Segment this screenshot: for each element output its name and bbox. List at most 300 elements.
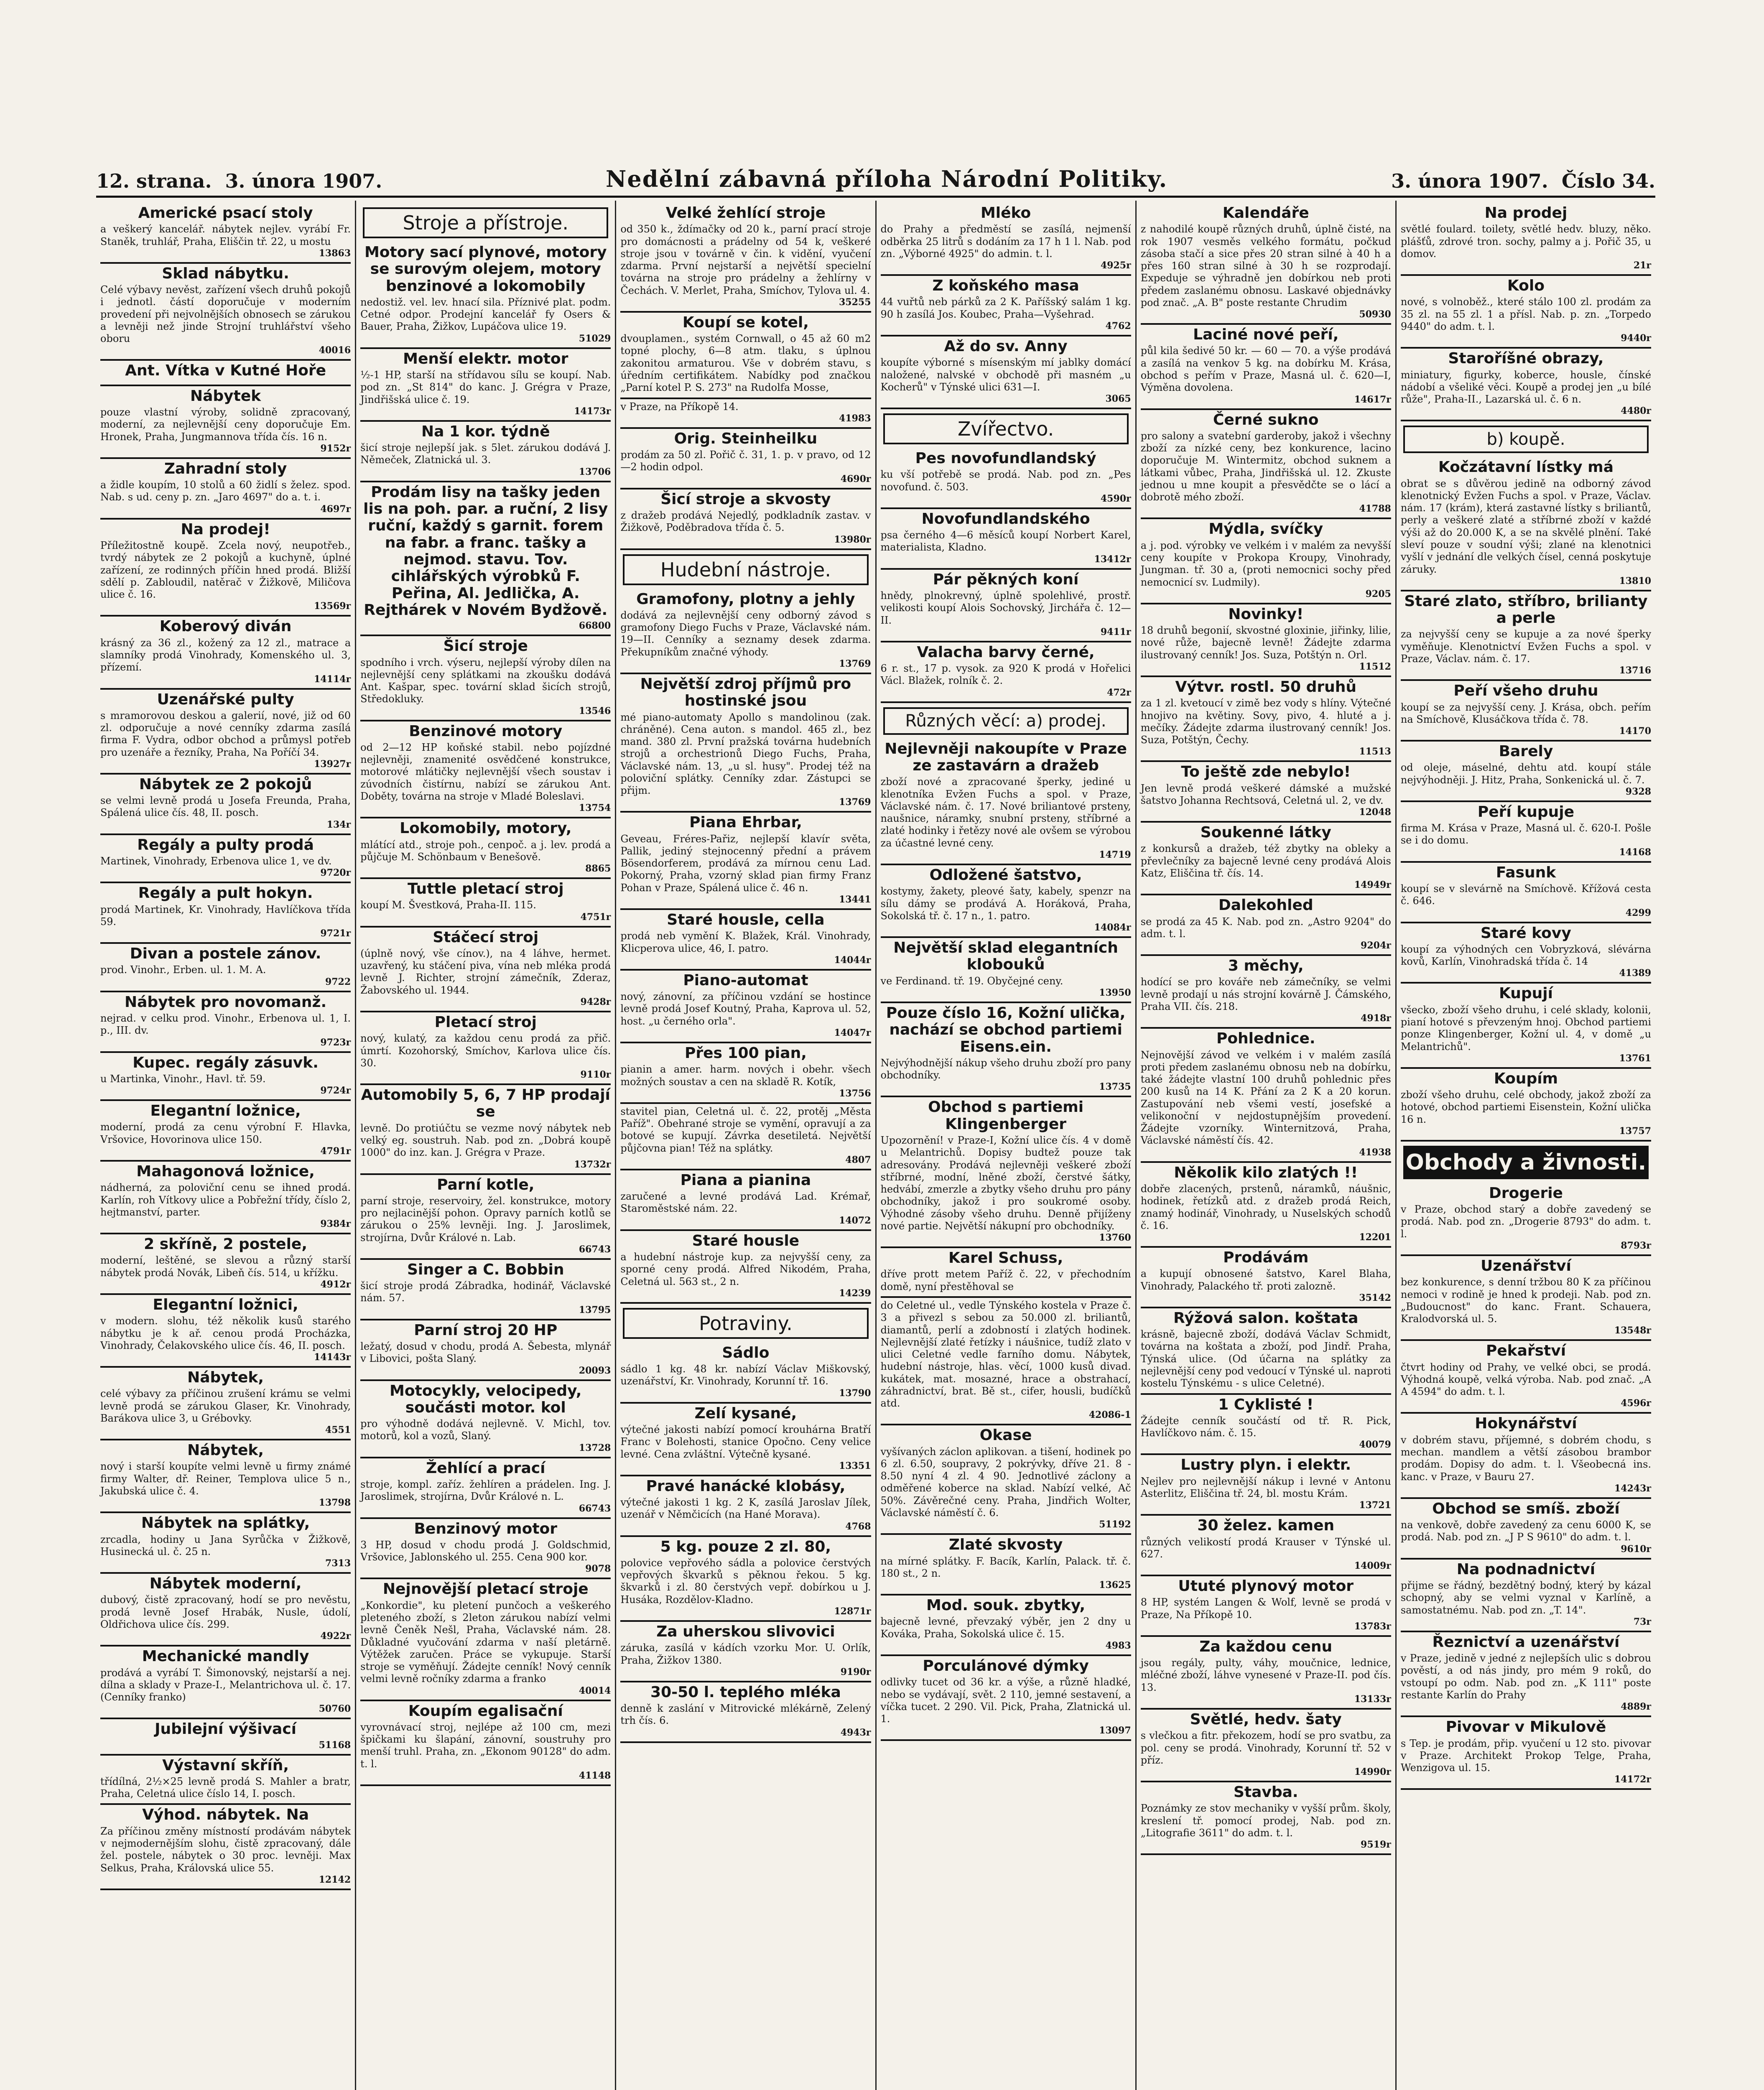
classified-ad	[881, 739, 1131, 865]
ad-text: mlátící atd., stroje poh., cenpoč. a j. lev. prodá a půjčuje M. Schönbaum v Benešově.	[360, 839, 611, 863]
ad-code: 12048	[1359, 807, 1391, 818]
ad-code: 50930	[1359, 309, 1391, 320]
ad-headline: Americké psací stoly	[138, 204, 313, 222]
ad-headline: Dalekohled	[1218, 897, 1313, 914]
ad-headline: Motocykly, velocipedy, součásti motor. kol	[390, 1382, 582, 1416]
column-5	[1135, 201, 1395, 2090]
ad-code: 13412r	[1094, 553, 1131, 565]
ad-headline: Nábytek ze 2 pokojů	[139, 775, 312, 793]
ad-code: 13569r	[314, 601, 351, 612]
ad-code: 40014	[579, 1685, 611, 1696]
ad-headline: Několik kilo zlatých !!	[1174, 1164, 1358, 1181]
ad-headline: 30-50 l. teplého mléka	[650, 1683, 841, 1701]
ad-code: 14949r	[1354, 879, 1391, 891]
classified-ad	[100, 883, 351, 944]
ad-code: 4912r	[320, 1279, 351, 1290]
ad-code: 51029	[579, 333, 611, 344]
classified-ad	[100, 459, 351, 520]
ad-headline: Gramofony, plotny a jehly	[636, 590, 855, 608]
classified-ad	[620, 813, 871, 910]
ad-text: od oleje, máselné, dehtu atd. koupí stále nejvýhodněji. J. Hitz, Praha, Sonkenická ul. č. 7.	[1400, 762, 1652, 786]
ad-headline: Mahagonová ložnice,	[136, 1162, 315, 1180]
classified-ad	[620, 1537, 871, 1622]
classified-ad	[881, 570, 1131, 642]
ad-code: 9610r	[1621, 1543, 1652, 1555]
header-date-left: 3. února 1907.	[225, 170, 382, 192]
ad-text: pro výhodně dodává nejlevně. V. Michl, tov. motorů, kol a vozů, Slaný.	[360, 1418, 611, 1442]
header-rule	[96, 196, 1655, 198]
classified-ad	[360, 1579, 611, 1701]
classified-ad	[881, 1425, 1131, 1535]
ad-text: Jen levně prodá veškeré dámské a mužské šatstvo Johanna Rechtsová, Celetná ul. 2, ve dv.	[1140, 782, 1391, 806]
ad-code: 13760	[1099, 1232, 1131, 1244]
ad-text: dříve prott metem Paříž č. 22, v přechodním domě, nyní přestěhoval se	[880, 1268, 1131, 1292]
ad-code: 9328	[1625, 786, 1652, 797]
ad-code: 13706	[579, 466, 611, 477]
ad-headline: Nábytek na splátky,	[141, 1514, 310, 1532]
ad-code: 9384r	[320, 1218, 351, 1230]
classified-ad	[360, 349, 611, 422]
ad-code: 41938	[1359, 1147, 1391, 1158]
classified-ad	[620, 1104, 871, 1170]
ad-text: výtečné jakosti nabízí pomocí krouhárna Bratří Franc v Bolehosti, stanice Opočno. Ceny velice levné. Cena zvláštní. Výtečně kysané.	[620, 1423, 871, 1460]
ad-text: psa černého 4—6 měsíců koupí Norbert Karel, materialista, Kladno.	[880, 529, 1131, 553]
ad-code: 35255	[839, 296, 871, 308]
ad-text: v modern. slohu, též několik kusů starého nábytku je k ař. cenou prodá Procházka, Vinohrady, Čelakovského ulice čís. 46, II. posch.	[100, 1315, 351, 1351]
ad-text: nový, zánovní, za příčinou vzdání se hostince levně prodá Josef Koutný, Praha, Kaprova ul. 52, host. „u černého orla".	[620, 991, 871, 1027]
classified-ad	[620, 1404, 871, 1476]
ad-text: bajecně levné, převzaký výběr, jen 2 dny u Kováka, Praha, Sokolská ulice č. 15.	[880, 1616, 1131, 1640]
ad-headline: Uzenářství	[1481, 1257, 1571, 1274]
classified-ad	[100, 992, 351, 1053]
ad-text: 44 vuřtů neb párků za 2 K. Paříšský salám 1 kg. 90 h zasílá Jos. Koubec, Praha—Vyšehrad.	[880, 296, 1131, 320]
ad-headline: Singer a C. Bobbin	[407, 1261, 564, 1278]
ad-text: s Tep. je prodám, přip. vyučení u 12 sto. pivovar v Praze. Architekt Prokop Telge, Praha, Wenzigova ul. 15.	[1400, 1737, 1652, 1774]
ad-code: 12142	[319, 1874, 351, 1885]
classified-ad	[881, 336, 1131, 409]
ad-code: 66800	[579, 620, 611, 632]
ad-text: koupí se v slevárně na Smíchově. Křížová cesta č. 646.	[1400, 883, 1652, 907]
classified-ad	[1141, 1710, 1391, 1782]
classified-ad	[1401, 1256, 1651, 1341]
classified-ad	[620, 489, 871, 550]
ad-text: za 1 zl. kvetoucí v zimě bez vody s hlíny. Výtečné hnojivo na květiny. Sovy, pivo, 4. hluté a j. mečíky. Žádejte zdarma ilustrovaný cenník! Jos. Suza, Potštýn, Čechy.	[1140, 697, 1391, 746]
ad-text: sádlo 1 kg. 48 kr. nabízí Václav Miškovský, uzenářství, Kr. Vinohrady, Korunní tř. 16.	[620, 1363, 871, 1387]
ad-code: 41788	[1359, 503, 1391, 515]
ad-text: ve Ferdinand. tř. 19. Obyčejné ceny.	[880, 975, 1063, 987]
ad-headline: Motory sací plynové, motory se surovým olejem, motory benzinové a lokomobily	[364, 244, 607, 295]
classified-ad	[620, 1476, 871, 1537]
ad-headline: Drogerie	[1489, 1184, 1563, 1202]
ad-headline: Hokynářství	[1475, 1415, 1577, 1432]
ad-code: 9721r	[320, 928, 351, 939]
section-heading: Stroje a přístroje.	[363, 207, 608, 238]
ad-text: Žádejte cenník součástí od tř. R. Pick, Havlíčkovo nám. č. 15.	[1140, 1415, 1391, 1439]
ad-text: čtvrt hodiny od Prahy, ve velké obci, se prodá. Výhodná koupě, velká výroba. Nab. pod znač. „A A 4594" do adm. t. l.	[1400, 1361, 1652, 1398]
section-heading: Potraviny.	[623, 1308, 868, 1339]
ad-text: firma M. Krása v Praze, Masná ul. č. 620-I. Pošle se i do domu.	[1400, 822, 1652, 846]
classified-ad	[360, 1701, 611, 1786]
ad-code: 3065	[1105, 393, 1131, 405]
classified-ad	[360, 422, 611, 482]
ad-headline: 1 Cyklisté !	[1218, 1396, 1314, 1413]
classified-ad	[1141, 677, 1391, 762]
classified-ad	[620, 313, 871, 399]
classified-ad	[881, 1596, 1131, 1656]
column-6	[1395, 201, 1655, 2090]
ad-code: 4768	[845, 1521, 871, 1532]
ad-text: obrat se s důvěrou jedině na odborný závod klenotnický Evžen Fuchs a spol. v Praze, Václav. nám. 17 (krám), která zastavné lístky s briliantů, perly a veškeré zlaté a stříbrné zboží v každé výši až do 20.000 K, a se na skvělé plnění. Také sleví pouze v soudní výši; zlané na klenotnici vyšlí v jednání dle velkých čísel, cenná poskytuje záruky.	[1400, 477, 1652, 575]
ad-text: zaručené a levné prodává Lad. Krémař, Staroměstské nám. 22.	[620, 1190, 871, 1215]
classified-ad	[100, 264, 351, 361]
classified-ad	[1141, 1029, 1391, 1162]
classified-ad	[1401, 203, 1651, 276]
ad-text: nádherná, za poloviční cenu se ihned prodá. Karlín, roh Vítkovy ulice a Pobřežní třídy, číslo 2, hejtmanství, parter.	[100, 1182, 351, 1218]
ad-code: 4751r	[580, 911, 611, 923]
classified-ad	[1401, 984, 1651, 1068]
ad-text: se velmi levně prodá u Josefa Freunda, Praha, Spálená ulice čís. 48, II. posch.	[100, 795, 351, 819]
classified-ad	[1141, 1576, 1391, 1637]
ad-code: 4590r	[1100, 493, 1131, 504]
classified-ad	[1401, 742, 1651, 802]
ad-headline: Novofundlandského	[921, 510, 1090, 528]
ad-code: 13757	[1619, 1125, 1652, 1137]
ad-code: 14172r	[1614, 1774, 1652, 1785]
ad-text: moderní, leštěné, se slevou a různý starší nábytek prodá Novák, Libeň čís. 514, u křížku.	[100, 1254, 351, 1279]
classified-ad	[100, 1574, 351, 1647]
ad-text: Geveau, Fréres-Pařiz, nejlepší klavír světa, Pallik, jediný stejnocenný přední a právem Bösendorferem, prodává za mírnou cenu Lad. Pokorný, Praha, vzorný sklad pian firmy Franz Pohan v Praze, Spálená ulice č. 46 n.	[620, 833, 871, 894]
ad-headline: Benzinové motory	[409, 722, 563, 740]
ad-text: prodám za 50 zl. Pořič č. 31, 1. p. v pravo, od 12—2 hodin odpol.	[620, 449, 871, 473]
ad-headline: Koupím egalisační	[408, 1702, 563, 1720]
ad-code: 14617r	[1354, 394, 1391, 405]
ad-code: 13728	[579, 1442, 611, 1453]
ad-code: 4889r	[1621, 1701, 1652, 1713]
classified-ad	[1401, 1560, 1651, 1632]
ad-code: 9428r	[580, 997, 611, 1007]
header-right	[1391, 170, 1655, 192]
ad-headline: Regály a pulty prodá	[137, 836, 314, 854]
ad-headline: Nejlevněji nakoupíte v Praze ze zastavárn a dražeb	[885, 740, 1127, 775]
ad-code: 4690r	[840, 473, 871, 484]
ad-text: kostymy, žakety, pleové šaty, kabely, spenzr na sílu dámy se prodává A. Horáková, Praha, Sokolská tř. č. 17 n., 1. patro.	[880, 885, 1131, 922]
ad-text: prodá neb vymění K. Blažek, Král. Vinohrady, Klicperova ulice, 46, I. patro.	[620, 930, 871, 954]
ad-code: 11513	[1359, 746, 1391, 757]
classified-ad	[1141, 519, 1391, 604]
classified-ad	[881, 642, 1131, 703]
ad-headline: Velké žehlící stroje	[665, 204, 826, 222]
page-number: 12. strana.	[96, 170, 212, 192]
classified-ad	[620, 1043, 871, 1104]
ad-headline: Staroříšné obrazy,	[1448, 350, 1604, 367]
ad-text: nový, kulatý, za každou cenu prodá za přič. úmrtí. Kozohorský, Smíchov, Karlova ulice čís. 30.	[360, 1032, 611, 1069]
ad-text: a veškerý kancelář. nábytek nejlev. vyrábí Fr. Staněk, truhlář, Praha, Eliščin tř. 22, u mostu	[100, 223, 351, 247]
ad-code: 13798	[319, 1497, 351, 1509]
ad-text: jsou regály, pulty, váhy, moučnice, lednice, mléčné zboží, láhve vynesené v Praze-II. pod čís. 13.	[1140, 1657, 1391, 1693]
ad-headline: Peří všeho druhu	[1453, 682, 1598, 700]
ad-code: 13625	[1099, 1580, 1131, 1591]
classified-ad	[100, 520, 351, 617]
ad-headline: Obchod se smíš. zboží	[1432, 1500, 1620, 1517]
ad-code: 9110r	[580, 1069, 611, 1081]
classified-ad	[1141, 895, 1391, 956]
classified-ad	[1401, 591, 1651, 681]
ad-text: 6 r. st., 17 p. vysok. za 920 K prodá v Hořelici Václ. Blažek, rolník č. 2.	[880, 663, 1131, 687]
ad-code: 51168	[319, 1739, 351, 1751]
ad-text: (úplně nový, vše cínov.), na 4 láhve, hermet. uzavřený, ku stáčení piva, vína neb mléka prodá levně J. Richter, strojní zámečník, Zderaz, Žabovského ul. 1944.	[360, 947, 611, 996]
ad-headline: 2 skříně, 2 postele,	[144, 1236, 308, 1253]
classified-ad	[881, 1097, 1131, 1248]
ad-text: 18 druhů begonií, skvostné gloxinie, jiřinky, lilie, nové růže, bajecně levně! Žádejte zdarma ilustrovaný cenník! Jos. Suza, Potštýn n. Orl.	[1140, 624, 1391, 661]
ad-code: 4480r	[1621, 405, 1652, 417]
ad-code: 9722	[325, 976, 351, 987]
ad-headline: Staré kovy	[1481, 924, 1571, 942]
ad-code: 13133r	[1354, 1694, 1391, 1705]
ad-text: parní stroje, reservoiry, žel. konstrukce, motory pro nejlacinější pohon. Opravy parních kotlů se zárukou o 25% levněji. Ing. J. Jaroslimek, strojírna, Dvůr Králové n. Lab.	[360, 1195, 611, 1244]
ad-code: 4299	[1625, 907, 1652, 918]
classified-ad	[1141, 1637, 1391, 1710]
classified-ad	[620, 589, 871, 674]
classified-ad	[881, 1003, 1131, 1097]
classified-ad	[881, 203, 1131, 276]
classified-ad	[100, 1647, 351, 1719]
ad-code: 8865	[585, 863, 611, 874]
ad-text: nový i starší koupíte velmi levně u firmy známé firmy Walter, dř. Reiner, Templova ulice 5 n., Jakubská ulice č. 4.	[100, 1460, 351, 1497]
ad-text: polovice vepřového sádla a polovice čerstvých vepřových škvarků s pěknou řekou. 5 kg. škvarků i zl. 80 čerstvých vepř. dobírkou u J. Husáka, Rozdělov-Kladno.	[620, 1557, 871, 1606]
ad-headline: Porculánové dýmky	[923, 1657, 1089, 1675]
ad-code: 9723r	[320, 1037, 351, 1048]
classified-ad	[100, 617, 351, 689]
classified-ad	[881, 1248, 1131, 1298]
ad-headline: Mýdla, svíčky	[1208, 520, 1323, 538]
ad-headline: Valacha barvy černé,	[917, 643, 1095, 661]
ad-text: Nejlev pro nejlevnější nákup i levné v Antonu Asterlitz, Eliščina tř. 24, bl. mostu Krám.	[1140, 1475, 1391, 1499]
classified-ad	[1401, 1632, 1651, 1717]
ad-headline: Výstavní skříň,	[162, 1756, 289, 1774]
classified-ad	[1401, 1183, 1651, 1256]
ad-text: „Konkordie", ku pletení punčoch a veškerého pleteného zboží, s 2leton zárukou nabízí velmi levně Čeněk Nešl, Praha, Václavské nám. 28. Důkladné vyučování zdarma v naší pletárně. Výtěžek zaručen. Práce se vykupuje. Starší stroje se vyměňují. Žádejte cenník! Nový cenník velmi levně ročníky zdarma a franko	[360, 1599, 611, 1685]
ad-text: v Praze, jedině v jedné z nejlepších ulic s dobrou pověstí, a od nás jindy, pro mém 9 roků, do vstoupí po odm. Nab. pod zn. „K 111" poste restante Karlín do Prahy	[1400, 1652, 1652, 1701]
classified-ad	[1401, 1717, 1651, 1790]
classified-ad	[881, 865, 1131, 938]
ad-code: 14719	[1099, 849, 1131, 860]
ad-text: z dražeb prodává Nejedlý, podkladník zastav. v Žižkově, Poděbradova třída č. 5.	[620, 509, 871, 534]
ad-text: ku vší potřebě se prodá. Nab. pod zn. „Pes novofund. č. 503.	[880, 469, 1131, 493]
ad-text: z konkursů a dražeb, též zbytky na obleky a převlečníky za bajecně levné ceny prodává Alois Katz, Eliščina tř. čís. 14.	[1140, 843, 1391, 879]
ad-text: v Praze, obchod starý a dobře zavedený se prodá. Nab. pod zn. „Drogerie 8793" do adm. t. l.	[1400, 1203, 1652, 1240]
classified-ad	[620, 429, 871, 489]
ad-headline: Karel Schuss,	[948, 1249, 1063, 1267]
classified-ad	[360, 1381, 611, 1458]
classified-ad	[360, 482, 611, 637]
ad-headline: Laciné nové peří,	[1193, 326, 1339, 344]
ad-text: šicí stroje nejlepší jak. s 5let. zárukou dodává J. Němeček, Zlatnická ul. 3.	[360, 442, 611, 466]
ad-code: 4551	[325, 1425, 351, 1436]
ad-text: půl kila šedivé 50 kr. — 60 — 70. a výše prodává a zasílá na venkov 5 kg. na dobírku M. Krása, obchod s peřím v Praze, Masná ul. č. 620—I, Výměna dovolena.	[1140, 345, 1391, 394]
ad-text: pro salony a svatební garderoby, jakož i všechny zboží za nízké ceny, bez konkurence, lacino doporučuje M. Wintermitz, obchod suknem a látkami vůbec, Praha, Jindřišská ul. 12. Zkuste jednou u mne koupit a přesvědčte se o lácí a dobrotě mého zboží.	[1140, 430, 1391, 503]
ad-headline: Nábytek moderní,	[149, 1575, 302, 1593]
ad-headline: Lokomobily, motory,	[400, 820, 572, 837]
ad-code: 66743	[579, 1503, 611, 1514]
classified-ad	[360, 1519, 611, 1580]
ad-code: 14044r	[834, 954, 871, 966]
ad-code: 13950	[1099, 987, 1131, 998]
ad-headline: Orig. Steinheilku	[674, 430, 818, 447]
ad-code: 73r	[1633, 1616, 1652, 1627]
ad-code: 51192	[1099, 1519, 1131, 1530]
ad-code: 4925r	[1100, 260, 1131, 271]
classified-ad	[100, 386, 351, 459]
ad-text: Poznámky ze stov mechaniky v vyšší prům. školy, kreslení tř. pomocí prodej, Nab. pod zn. „Litografie 3611" do adm. t. l.	[1140, 1802, 1391, 1839]
ad-code: 9078	[585, 1563, 611, 1575]
ad-headline: Rýžová salon. koštata	[1173, 1309, 1359, 1327]
classified-ad	[360, 242, 611, 349]
ad-headline: Mod. souk. zbytky,	[926, 1597, 1086, 1614]
classified-ad	[100, 1162, 351, 1234]
classified-ad	[1401, 276, 1651, 349]
ad-headline: Sádlo	[722, 1344, 770, 1361]
classified-ad	[1401, 1414, 1651, 1499]
ad-text: stavitel pian, Celetná ul. č. 22, protěj „Města Paříž". Obehrané stroje se vymění, opravují a za botové se kupují. Závrka desetiletá. Největší půjčovna pian! Též na splátky.	[620, 1105, 871, 1154]
ad-text: koupí se za nejvyšší ceny. J. Krása, obch. peřím na Smíchově, Klusáčkova třída č. 78.	[1400, 701, 1652, 725]
ad-headline: Mechanické mandly	[142, 1648, 309, 1665]
classified-ad	[1401, 1341, 1651, 1414]
section-heading: Obchody a živnosti.	[1403, 1146, 1649, 1179]
ad-text: nejrad. v celku prod. Vinohr., Erbenova ul. 1, I. p., III. dv.	[100, 1012, 351, 1037]
ad-text: u Martinka, Vinohr., Havl. tř. 59.	[100, 1073, 266, 1085]
ad-headline: Nábytek,	[187, 1369, 264, 1387]
ad-text: záruka, zasílá v kádích vzorku Mor. U. Orlík, Praha, Žižkov 1380.	[620, 1642, 871, 1666]
publication-title: Nedělní zábavná příloha Národní Politiky.	[606, 166, 1168, 192]
classified-ad	[360, 928, 611, 1012]
ad-headline: Nejnovější pletací stroje	[382, 1580, 589, 1598]
classified-ad	[1141, 1455, 1391, 1516]
ad-code: 11512	[1359, 661, 1391, 672]
ad-text: dvouplamen., systém Cornwall, o 45 až 60 m2 topné plochy, 6—8 atm. tlaku, s úplnou zakonitou armaturou. Vše v dobrém stavu, s úředním certifikátem. Nabídky pod značkou „Parní kotel P. S. 273" na Rudolfa Mosse,	[620, 333, 871, 394]
ad-headline: Regály a pult hokyn.	[138, 884, 313, 902]
ad-code: 9204r	[1361, 940, 1391, 951]
ad-text: denně k zaslání v Mitrovické mlékárně, Zelený trh čís. 6.	[620, 1703, 871, 1727]
classified-ad	[100, 1101, 351, 1162]
ad-text: prodá Martinek, Kr. Vinohrady, Havlíčkova třída 59.	[100, 903, 351, 928]
ad-headline: Na prodej	[1484, 204, 1568, 222]
classified-ad	[100, 361, 351, 386]
ad-text: Nejvýhodnější nákup všeho druhu zboží pro pany obchodníky.	[880, 1057, 1131, 1081]
ad-text: výtečné jakosti 1 kg. 2 K, zasílá Jaroslav Jílek, uzenář v Němčicích (na Hané Morava).	[620, 1496, 871, 1521]
ad-code: 12871r	[834, 1606, 871, 1617]
ad-code: 13790	[839, 1387, 871, 1399]
ad-code: 4697r	[320, 503, 351, 515]
ad-code: 13810	[1619, 575, 1652, 586]
ad-text: nové, s volnoběž., které stálo 100 zl. prodám za 35 zl. na 55 zl. 1 a přísl. Nab. p. zn. „Torpedo 9440" do adm. t. l.	[1400, 296, 1652, 332]
ad-text: koupíte výborné s mísenským mí jablky domácí naložené, nalvské v obchodě při masném „u Kocherů" v Týnské ulici 631—I.	[880, 357, 1131, 393]
classified-ad	[100, 690, 351, 775]
ad-headline: Výhod. nábytek. Na	[142, 1806, 309, 1824]
ad-headline: Piana a pianina	[680, 1171, 811, 1189]
ad-headline: Automobily 5, 6, 7 HP prodají se	[361, 1086, 610, 1121]
ad-text: spodního i vrch. výseru, nejlepší výroby dílen na nejlevnější ceny splátkami na zkoušku dodává Ant. Kašpar, spec. tovární sklad šicích strojů, Středokluky.	[360, 656, 611, 705]
classified-ad	[1401, 802, 1651, 863]
ad-code: 13769	[839, 797, 871, 808]
ad-text: Příležitostně koupě. Zcela nový, neupotřeb., tvrdý nábytek ze 2 pokojů a kuchyně, úplné zařízení, ze rodinných příčin hned prodá. Bližší sdělí p. Zabloudil, natěrač v Žižkově, Miličova ulice č. 16.	[100, 540, 351, 601]
section-heading: b) koupě.	[1403, 426, 1649, 453]
classified-ad	[1141, 1248, 1391, 1308]
ad-headline: Pouze číslo 16, Kožní ulička, nachází se obchod partiemi Eisens.ein.	[886, 1004, 1126, 1055]
ad-text: stroje, kompl. zaříz. žehlíren a prádelen. Ing. J. Jaroslimek, strojírna, Dvůr Králové n. L.	[360, 1478, 611, 1503]
ad-code: 13927r	[314, 758, 351, 770]
ad-headline: 3 měchy,	[1228, 957, 1304, 975]
ad-headline: Řeznictví a uzenářství	[1432, 1633, 1620, 1651]
ad-headline: Černé sukno	[1213, 411, 1319, 428]
ad-code: 4922r	[320, 1631, 351, 1642]
ad-headline: Okase	[979, 1427, 1032, 1444]
ad-headline: Kupec. regály zásuvk.	[133, 1054, 319, 1071]
ad-code: 40079	[1359, 1439, 1391, 1450]
classified-ad	[100, 1513, 351, 1574]
ad-headline: Na prodej!	[181, 520, 270, 538]
ad-text: za nejvyšší ceny se kupuje a za nové šperky vyměňuje. Klenotnictví Evžen Fuchs a spol. v Praze, Václav. nám. č. 17.	[1400, 628, 1652, 665]
ad-code: 13735	[1099, 1081, 1131, 1093]
ad-headline: Tuttle pletací stroj	[407, 880, 564, 898]
ad-text: na mírné splátky. F. Bacík, Karlín, Palack. tř. č. 180 st., 2 n.	[880, 1555, 1131, 1579]
ad-headline: Benzinový motor	[414, 1520, 558, 1537]
ad-headline: Fasunk	[1496, 864, 1556, 881]
ad-headline: Pletací stroj	[434, 1014, 537, 1031]
column-3	[615, 201, 875, 2090]
ad-headline: Žehlící a prací	[426, 1459, 546, 1477]
ad-text: Celé výbavy nevěst, zařízení všech druhů pokojů i jednotl. částí doporučuje v moderním provedení při nejvolnějších obnosech se zárukou a levněji než jinde Strojní truhlářství všeho oboru	[100, 284, 351, 345]
section-heading: Zvířectvo.	[883, 413, 1129, 444]
ad-code: 35142	[1359, 1292, 1391, 1303]
ad-code: 13097	[1099, 1725, 1131, 1736]
ad-text: a kupují obnosené šatstvo, Karel Blaha, Vinohrady, Palackého tř. proti zalozně.	[1140, 1268, 1391, 1292]
ad-headline: Na 1 kor. týdně	[421, 423, 550, 440]
ad-code: 4918r	[1361, 1013, 1391, 1024]
ad-headline: Menší elektr. motor	[403, 350, 568, 367]
classified-ad	[360, 1320, 611, 1381]
ad-code: 41983	[839, 413, 871, 424]
ad-text: zrcadla, hodiny u Jana Syrůčka v Žižkově, Husinecká ul. č. 25 n.	[100, 1533, 351, 1557]
ad-text: krásný za 36 zl., kožený za 12 zl., matrace a slamníky prodá Vinohrady, Komenského ul. 3, přízemí.	[100, 637, 351, 673]
ad-headline: Prodávám	[1223, 1249, 1309, 1267]
classified-ad	[1141, 762, 1391, 823]
ad-code: 4943r	[840, 1727, 871, 1738]
ad-headline: Na podnadnictví	[1456, 1560, 1596, 1578]
ad-text: ležatý, dosud v chodu, prodá A. Šebesta, mlynář v Libovici, pošta Slaný.	[360, 1341, 611, 1365]
classified-ad	[1141, 1308, 1391, 1395]
column-1	[96, 201, 355, 2090]
ad-headline: Soukenné látky	[1200, 824, 1331, 841]
ad-code: 8793r	[1621, 1240, 1652, 1251]
ad-text: do Prahy a předměstí se zasílá, nejmenší odběrka 25 litrů s dodáním za 17 h 1 l. Nab. pod zn. „Výborné 4925" do admin. t. l.	[880, 223, 1131, 260]
ad-text: v Praze, na Příkopě 14.	[620, 400, 739, 413]
ad-headline: Stavba.	[1233, 1784, 1298, 1801]
ad-headline: Zlaté skvosty	[948, 1536, 1063, 1554]
ad-text: na venkově, dobře zavedený za cenu 6000 K, se prodá. Nab. pod zn. „J P S 9610" do adm. t. l.	[1400, 1519, 1652, 1543]
classified-ad	[1141, 325, 1391, 410]
ad-headline: Novinky!	[1228, 605, 1304, 623]
classified-ad	[1401, 349, 1651, 421]
ad-headline: 5 kg. pouze 2 zl. 80,	[660, 1538, 831, 1555]
ad-text: koupí za výhodných cen Vobryzková, slévárna kovů, Karlín, Vinohradská třída č. 14	[1400, 943, 1652, 968]
classified-ad	[100, 1053, 351, 1101]
column-4	[875, 201, 1135, 2090]
ad-text: přijme se řádný, bezdětný bodný, který by kázal schopný, aby se velmi vyznal v Karlíně, a samostatnému. Nab. pod zn. „T. 14".	[1400, 1580, 1652, 1616]
ad-text: prodává a vyrábí T. Šimonovský, nejstarší a nej. dílna a sklady v Praze-I., Melantrichova ul. č. 17. (Cenníky franko)	[100, 1667, 351, 1703]
ad-text: Upozornění! v Praze-I, Kožní ulice čís. 4 v domě u Melantrichů. Dopisy budtež pouze tak adresovány. Prodává nejlevněji veškeré zboží stříbrné, modní, lněné zboží, čerstvé šátky, hedvábí, zmerzle a zbytky všeho druhu pro pány obchodníky, jakož i pro soukromé osoby. Výhodné zásoby všeho druhu. Denně přijíženy nové partie. Největší nákupní pro obchodníky.	[880, 1134, 1131, 1232]
classified-ad	[360, 818, 611, 879]
ad-code: 134r	[326, 819, 351, 830]
